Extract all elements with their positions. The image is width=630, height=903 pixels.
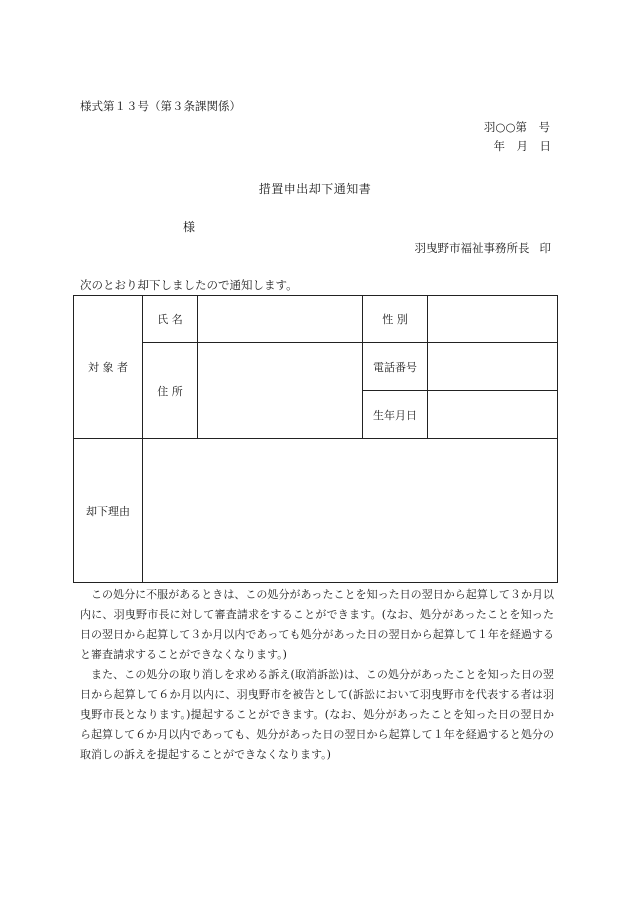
seal-mark: 印	[539, 241, 551, 255]
gender-label: 性 別	[363, 296, 428, 343]
form-number: 様式第１３号（第３条課関係）	[80, 99, 241, 113]
appeal-note-review: この処分に不服があるときは、この処分があったことを知った日の翌日から起算して３か月以内に、羽曳野市長に対して審査請求をすることができます。(なお、処分があったことを知った日の翌日から起算して３か月以内であっても処分があった日の翌日から起算して１年を経過すると審査請求することができなくなります。)	[80, 588, 554, 661]
issuer-line	[415, 240, 552, 256]
birthdate-label: 生年月日	[363, 391, 428, 439]
gender-field[interactable]	[428, 296, 558, 343]
document-number: 羽○○第 号	[483, 120, 550, 134]
appeal-note-lawsuit: また、この処分の取り消しを求める訴え(取消訴訟)は、この処分があったことを知った日の翌日から起算して６か月以内に、羽曳野市を被告として(訴訟において羽曳野市を代表する者は羽曳野市長となります。)提起することができます。(なお、処分があったことを知った日の翌日から起算して６か月以内であっても、処分があった日の翌日から起算して１年を経過すると処分の取消しの訴えを提起することができなくなります。)	[80, 668, 554, 761]
birthdate-field[interactable]	[428, 391, 558, 439]
name-label: 氏 名	[143, 296, 198, 343]
issuer-name: 羽曳野市福祉事務所長	[414, 241, 530, 255]
intro-text: 次のとおり却下しましたので通知します。	[80, 278, 298, 292]
phone-label: 電話番号	[363, 343, 428, 391]
subject-label: 対 象 者	[74, 296, 143, 439]
addressee-suffix: 様	[183, 220, 196, 234]
address-label: 住 所	[143, 343, 198, 439]
appeal-notes	[80, 585, 554, 765]
phone-field[interactable]	[428, 343, 558, 391]
address-field[interactable]	[198, 343, 363, 439]
date-line: 年 月 日	[493, 139, 551, 153]
reason-field[interactable]	[143, 439, 558, 583]
notification-form-table	[73, 295, 558, 583]
name-field[interactable]	[198, 296, 363, 343]
reason-label: 却下理由	[74, 439, 143, 583]
document-title: 措置申出却下通知書	[258, 182, 372, 196]
